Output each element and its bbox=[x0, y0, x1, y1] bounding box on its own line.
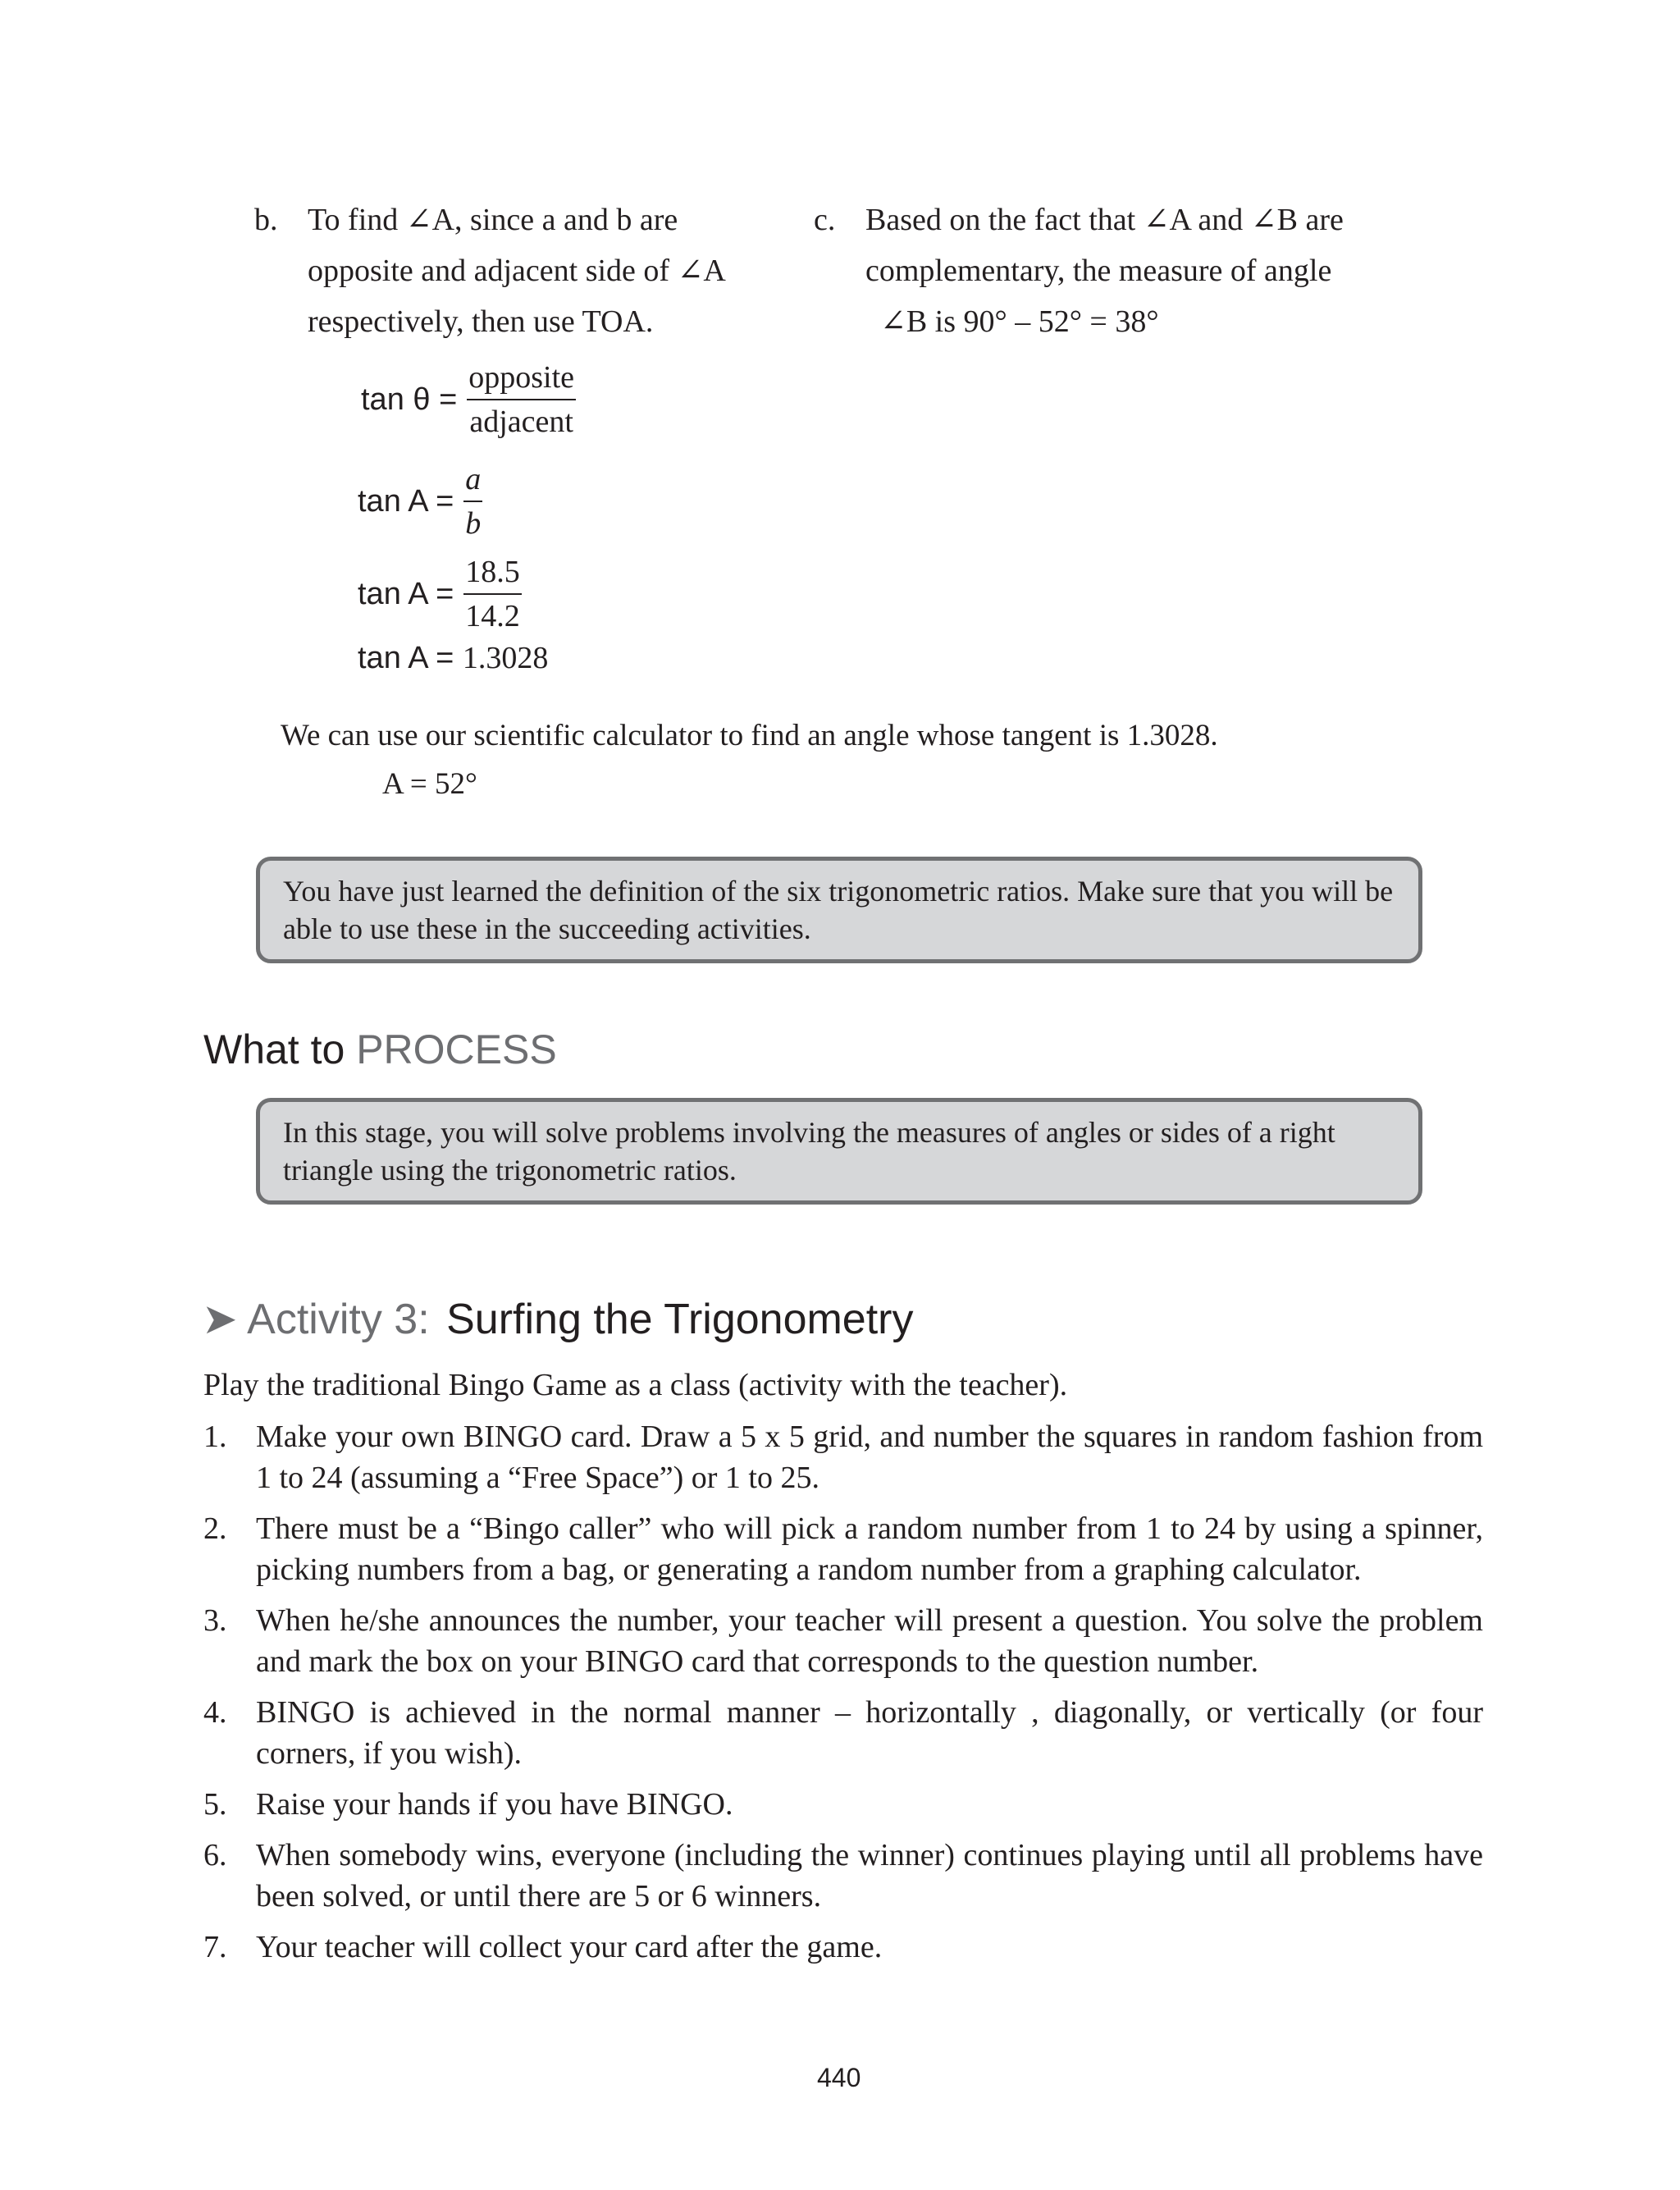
info-box-text: In this stage, you will solve problems involving the measures of angles or sides of a right triangle using the trigonometric ratios. bbox=[283, 1116, 1335, 1186]
list-item-text: There must be a “Bingo caller” who will pick a random number from 1 to 24 by using a spinner, picking numbers from a bag, or generating a random number from a graphing calculator. bbox=[256, 1511, 1483, 1587]
section-heading-highlight: PROCESS bbox=[356, 1026, 557, 1072]
list-item-text: BINGO is achieved in the normal manner – horizontally , diagonally, or vertically (or four corners, if you wish). bbox=[256, 1695, 1483, 1771]
equation-tan-theta bbox=[361, 359, 576, 440]
section-heading bbox=[203, 1026, 557, 1073]
part-b-line: opposite and adjacent side of ∠A bbox=[308, 254, 726, 288]
activity-title: Surfing the Trigonometry bbox=[446, 1296, 914, 1343]
list-item bbox=[203, 1784, 1483, 1825]
activity-heading bbox=[202, 1295, 914, 1344]
fraction-denominator: adjacent bbox=[469, 405, 573, 439]
part-b-line: respectively, then use TOA. bbox=[308, 304, 654, 339]
equation-lhs: tan A = bbox=[358, 483, 454, 519]
calculator-note: We can use our scientific calculator to find an angle whose tangent is 1.3028. bbox=[281, 719, 1218, 752]
arrow-icon: ➤ bbox=[202, 1296, 238, 1343]
equation-lhs: tan A = bbox=[358, 576, 454, 611]
info-box bbox=[256, 857, 1422, 963]
fraction bbox=[467, 359, 576, 440]
list-item-number: 6. bbox=[203, 1838, 227, 1872]
list-item-number: 5. bbox=[203, 1787, 227, 1822]
info-box-text: You have just learned the definition of the six trigonometric ratios. Make sure that you will be able to use these in the succeeding activities. bbox=[283, 875, 1394, 945]
list-item bbox=[203, 1692, 1483, 1774]
fraction-numerator: a bbox=[463, 461, 482, 502]
list-item-text: Raise your hands if you have BINGO. bbox=[256, 1787, 733, 1822]
equation-lhs: tan A = bbox=[358, 641, 463, 675]
equation-value: 1.3028 bbox=[462, 641, 549, 675]
fraction bbox=[463, 461, 482, 542]
list-item-text: When somebody wins, everyone (including the winner) continues playing until all problems have been solved, or until there are 5 or 6 winners. bbox=[256, 1838, 1483, 1913]
list-item bbox=[203, 1508, 1483, 1590]
fraction-denominator: 14.2 bbox=[465, 599, 520, 633]
part-c-marker: c. bbox=[814, 203, 836, 237]
list-item bbox=[203, 1416, 1483, 1498]
result: A = 52° bbox=[382, 767, 477, 801]
equation-tan-a-values bbox=[358, 554, 522, 634]
list-item bbox=[203, 1927, 1483, 1968]
part-b-text bbox=[308, 194, 726, 347]
equation-lhs: tan θ = bbox=[361, 382, 458, 417]
part-c-text bbox=[865, 194, 1344, 347]
steps-list bbox=[203, 1416, 1483, 1977]
activity-label: Activity 3: bbox=[247, 1296, 430, 1343]
activity-intro: Play the traditional Bingo Game as a class (activity with the teacher). bbox=[203, 1368, 1068, 1402]
info-box bbox=[256, 1098, 1422, 1205]
list-item-number: 2. bbox=[203, 1511, 227, 1546]
part-b-line: To find ∠A, since a and b are bbox=[308, 203, 678, 237]
part-b-marker: b. bbox=[254, 203, 278, 237]
part-c-line: Based on the fact that ∠A and ∠B are bbox=[865, 203, 1344, 237]
equation-tan-a-result bbox=[358, 640, 548, 676]
equation-tan-a-ratio bbox=[358, 461, 482, 542]
list-item bbox=[203, 1835, 1483, 1917]
fraction bbox=[463, 554, 522, 634]
list-item-text: Make your own BINGO card. Draw a 5 x 5 grid, and number the squares in random fashion from 1 to 24 (assuming a “Free Space”) or 1 to 25. bbox=[256, 1420, 1483, 1495]
part-c-line: ∠B is 90° – 52° = 38° bbox=[880, 304, 1159, 339]
fraction-denominator: b bbox=[465, 506, 482, 541]
list-item-number: 7. bbox=[203, 1930, 227, 1964]
fraction-numerator: opposite bbox=[467, 359, 576, 400]
list-item-number: 1. bbox=[203, 1420, 227, 1454]
list-item-number: 4. bbox=[203, 1695, 227, 1730]
page-number: 440 bbox=[817, 2063, 861, 2092]
list-item-number: 3. bbox=[203, 1603, 227, 1638]
part-c-line: complementary, the measure of angle bbox=[865, 254, 1332, 288]
list-item-text: Your teacher will collect your card after the game. bbox=[256, 1930, 883, 1964]
fraction-numerator: 18.5 bbox=[463, 554, 522, 595]
list-item bbox=[203, 1600, 1483, 1682]
section-heading-prefix: What to bbox=[203, 1026, 357, 1072]
list-item-text: When he/she announces the number, your teacher will present a question. You solve the problem and mark the box on your BINGO card that corresponds to the question number. bbox=[256, 1603, 1483, 1679]
